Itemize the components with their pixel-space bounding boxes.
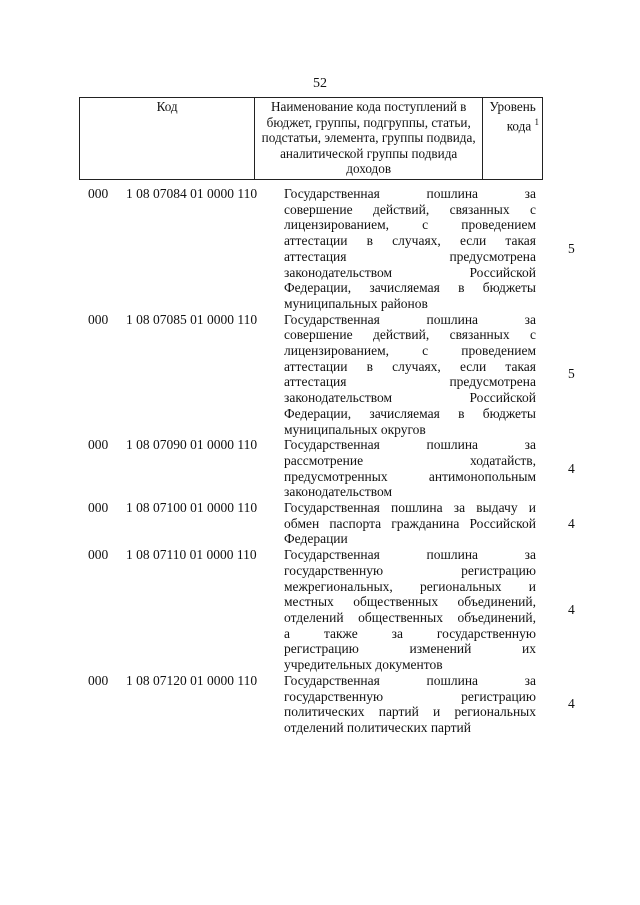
admin-code: 000 bbox=[88, 500, 109, 516]
name-line: регистрацию изменений их bbox=[284, 641, 536, 657]
name-line: а также за государственную bbox=[284, 625, 536, 641]
page-number: 52 bbox=[313, 76, 327, 91]
table-row bbox=[88, 186, 575, 312]
code-level: 4 bbox=[568, 696, 575, 712]
table-row bbox=[88, 437, 575, 500]
name-line: совершение действий, связанных с bbox=[284, 201, 536, 217]
name-line: Государственная пошлина за bbox=[284, 186, 536, 201]
revenue-name bbox=[284, 312, 536, 438]
admin-code: 000 bbox=[88, 437, 109, 453]
name-line: Государственная пошлина за bbox=[284, 547, 536, 563]
code-level: 4 bbox=[568, 515, 575, 531]
name-line: межрегиональных, региональных и bbox=[284, 578, 536, 594]
name-line: муниципальных районов bbox=[284, 295, 428, 311]
name-line: законодательством bbox=[284, 484, 393, 500]
code-level: 4 bbox=[568, 601, 575, 617]
name-line: муниципальных округов bbox=[284, 421, 426, 437]
code-level: 4 bbox=[568, 460, 575, 476]
header-level-line1: Уровень bbox=[489, 99, 536, 114]
revenue-name bbox=[284, 500, 536, 547]
revenue-code: 1 08 07085 01 0000 110 bbox=[126, 311, 258, 327]
name-line: отделений политических партий bbox=[284, 719, 471, 735]
name-line: государственную регистрацию bbox=[284, 562, 536, 578]
revenue-name bbox=[284, 547, 536, 673]
name-line: аттестации в случаях, если такая bbox=[284, 233, 536, 249]
name-line: аттестации в случаях, если такая bbox=[284, 358, 536, 374]
name-line: Государственная пошлина за bbox=[284, 311, 536, 327]
admin-code: 000 bbox=[88, 547, 109, 563]
revenue-code: 1 08 07120 01 0000 110 bbox=[126, 672, 258, 688]
name-line: совершение действий, связанных с bbox=[284, 327, 536, 343]
revenue-name bbox=[284, 437, 536, 500]
name-line: государственную регистрацию bbox=[284, 688, 536, 704]
header-code: Код bbox=[80, 98, 255, 180]
name-line: Федерации, зачисляемая в бюджеты bbox=[284, 405, 536, 421]
table-header bbox=[79, 97, 543, 180]
revenue-code: 1 08 07110 01 0000 110 bbox=[126, 547, 257, 563]
revenue-name bbox=[284, 673, 536, 736]
name-line: Федерации bbox=[284, 531, 348, 547]
name-line: рассмотрение ходатайств, bbox=[284, 452, 536, 468]
name-line: лицензированием, с проведением bbox=[284, 217, 536, 233]
name-line: предусмотренных антимонопольным bbox=[284, 468, 536, 484]
name-line: законодательством Российской bbox=[284, 390, 536, 406]
revenue-code: 1 08 07100 01 0000 110 bbox=[126, 500, 258, 516]
header-name: Наименование кода поступлений в бюджет, группы, подгруппы, статьи, подстатьи, элемента, группы подвида, аналитической группы подвида доходов bbox=[255, 98, 483, 180]
admin-code: 000 bbox=[88, 672, 109, 688]
revenue-code: 1 08 07090 01 0000 110 bbox=[126, 437, 258, 453]
name-line: аттестация предусмотрена bbox=[284, 374, 536, 390]
name-line: Государственная пошлина за bbox=[284, 672, 536, 688]
footnote-marker: 1 bbox=[534, 116, 539, 127]
table-body bbox=[88, 186, 575, 736]
name-line: законодательством Российской bbox=[284, 264, 536, 280]
revenue-code: 1 08 07084 01 0000 110 bbox=[126, 186, 258, 201]
name-line: отделений общественных объединений, bbox=[284, 609, 536, 625]
name-line: Федерации, зачисляемая в бюджеты bbox=[284, 280, 536, 296]
name-line: лицензированием, с проведением bbox=[284, 343, 536, 359]
name-line: Государственная пошлина за bbox=[284, 437, 536, 453]
admin-code: 000 bbox=[88, 186, 109, 201]
name-line: учредительных документов bbox=[284, 657, 443, 673]
name-line: местных общественных объединений, bbox=[284, 594, 536, 610]
code-level: 5 bbox=[568, 240, 575, 256]
revenue-name bbox=[284, 186, 536, 312]
name-line: Государственная пошлина за выдачу и bbox=[284, 500, 536, 516]
table-row bbox=[88, 547, 575, 673]
name-line: политических партий и региональных bbox=[284, 704, 536, 720]
table-row bbox=[88, 311, 575, 438]
header-level bbox=[483, 98, 543, 180]
table-row bbox=[88, 672, 575, 736]
code-level: 5 bbox=[568, 366, 575, 382]
name-line: обмен паспорта гражданина Российской bbox=[284, 515, 536, 531]
admin-code: 000 bbox=[88, 311, 109, 327]
table-row bbox=[88, 500, 575, 547]
header-level-line2: кода $^1$ bbox=[506, 116, 539, 133]
name-line: аттестация предусмотрена bbox=[284, 248, 536, 264]
